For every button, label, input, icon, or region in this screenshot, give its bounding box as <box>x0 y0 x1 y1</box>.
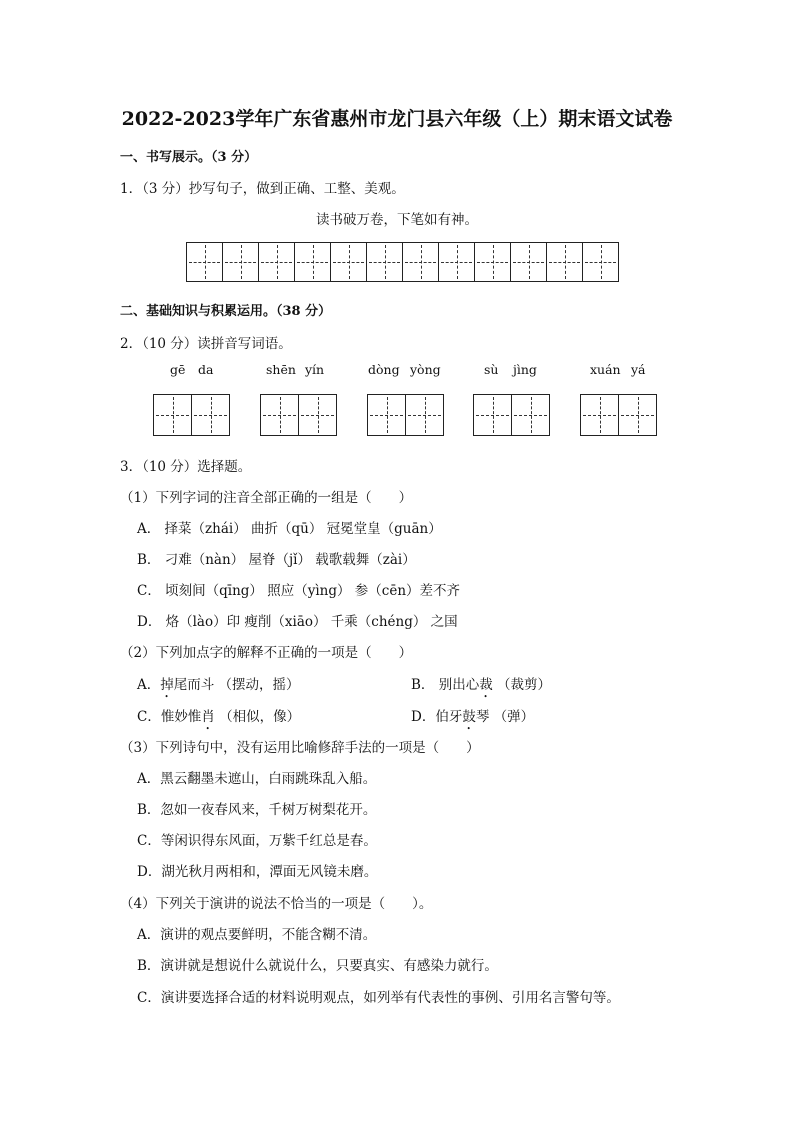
writing-cell[interactable] <box>473 394 511 436</box>
answer-grid-2[interactable] <box>260 394 337 436</box>
copy-sentence: 读书破万卷，下笔如有神。 <box>316 212 478 228</box>
sub1-option-a: A． 择菜（zhái） 曲折（qū） 冠冕堂皇（guān） <box>137 521 442 537</box>
pinyin-4b: jìng <box>513 362 537 377</box>
sub2-stem: （2）下列加点字的解释不正确的一项是（ ） <box>120 645 413 661</box>
pinyin-1a: gē <box>170 362 186 377</box>
writing-cell[interactable] <box>402 242 438 282</box>
sub2-option-a: A．掉尾而斗 （摆动，摇） <box>137 677 300 693</box>
sub4-stem: （4）下列关于演讲的说法不恰当的一项是（ ）。 <box>120 896 433 912</box>
writing-grid[interactable] <box>186 242 619 282</box>
writing-cell[interactable] <box>367 394 405 436</box>
writing-cell[interactable] <box>474 242 510 282</box>
sub3-stem: （3）下列诗句中，没有运用比喻修辞手法的一项是（ ） <box>120 740 480 756</box>
answer-grid-1[interactable] <box>153 394 230 436</box>
sub1-option-b: B． 刁难（nàn） 屋脊（jǐ） 载歌载舞（zài） <box>137 552 416 568</box>
section-1-heading: 一、书写展示。（3 分） <box>120 150 258 165</box>
writing-cell[interactable] <box>366 242 402 282</box>
section-2-heading: 二、基础知识与积累运用。（38 分） <box>120 304 332 319</box>
writing-cell[interactable] <box>582 242 618 282</box>
page-title: 2022-2023学年广东省惠州市龙门县六年级（上）期末语文试卷 <box>121 108 673 130</box>
writing-cell[interactable] <box>405 394 443 436</box>
writing-cell[interactable] <box>330 242 366 282</box>
answer-grid-3[interactable] <box>367 394 444 436</box>
writing-cell[interactable] <box>511 394 549 436</box>
writing-cell[interactable] <box>580 394 618 436</box>
writing-cell[interactable] <box>258 242 294 282</box>
sub4-option-c: C．演讲要选择合适的材料说明观点，如列举有代表性的事例、引用名言警句等。 <box>137 990 620 1006</box>
question-1: 1．（3 分）抄写句子，做到正确、工整、美观。 <box>120 181 405 197</box>
writing-cell[interactable] <box>510 242 546 282</box>
sub1-option-d: D． 烙（lào）印 瘦削（xiāo） 千乘（chéng） 之国 <box>137 614 458 630</box>
dotted-char: 掉 <box>160 677 174 693</box>
sub2-option-d: D．伯牙鼓琴 （弹） <box>411 709 535 725</box>
pinyin-5a: xuán <box>590 362 621 377</box>
writing-cell[interactable] <box>222 242 258 282</box>
sub2-option-c: C．惟妙惟肖 （相似，像） <box>137 709 301 725</box>
dotted-char: 裁 <box>479 677 493 693</box>
pinyin-3a: dòng <box>368 362 400 377</box>
writing-cell[interactable] <box>260 394 298 436</box>
writing-cell[interactable] <box>438 242 474 282</box>
answer-grid-4[interactable] <box>473 394 550 436</box>
dotted-char: 鼓 <box>462 709 476 725</box>
sub4-option-b: B．演讲就是想说什么就说什么，只要真实、有感染力就行。 <box>137 958 498 974</box>
sub2-option-b: B． 别出心裁 （裁剪） <box>411 677 552 693</box>
pinyin-4a: sù <box>484 362 499 377</box>
writing-cell[interactable] <box>298 394 336 436</box>
writing-cell[interactable] <box>546 242 582 282</box>
dotted-char: 肖 <box>201 709 215 725</box>
question-2: 2．（10 分）读拼音写词语。 <box>120 336 292 352</box>
answer-grid-5[interactable] <box>580 394 657 436</box>
pinyin-1b: da <box>198 362 214 377</box>
sub3-option-a: A．黑云翻墨未遮山，白雨跳珠乱入船。 <box>137 771 377 787</box>
sub3-option-d: D．湖光秋月两相和，潭面无风镜未磨。 <box>137 864 378 880</box>
writing-cell[interactable] <box>191 394 229 436</box>
pinyin-2b: yín <box>305 362 325 377</box>
writing-cell[interactable] <box>153 394 191 436</box>
pinyin-2a: shēn <box>266 362 296 377</box>
sub4-option-a: A．演讲的观点要鲜明，不能含糊不清。 <box>137 927 377 943</box>
sub1-option-c: C． 顷刻间（qīng） 照应（yìng） 参（cēn）差不齐 <box>137 583 461 599</box>
pinyin-3b: yòng <box>410 362 441 377</box>
writing-cell[interactable] <box>186 242 222 282</box>
writing-cell[interactable] <box>294 242 330 282</box>
sub3-option-b: B．忽如一夜春风来，千树万树梨花开。 <box>137 802 377 818</box>
pinyin-5b: yá <box>631 362 646 377</box>
sub1-stem: （1）下列字词的注音全部正确的一组是（ ） <box>120 490 413 506</box>
writing-cell[interactable] <box>618 394 656 436</box>
question-3: 3．（10 分）选择题。 <box>120 459 252 475</box>
sub3-option-c: C．等闲识得东风面，万紫千红总是春。 <box>137 833 377 849</box>
